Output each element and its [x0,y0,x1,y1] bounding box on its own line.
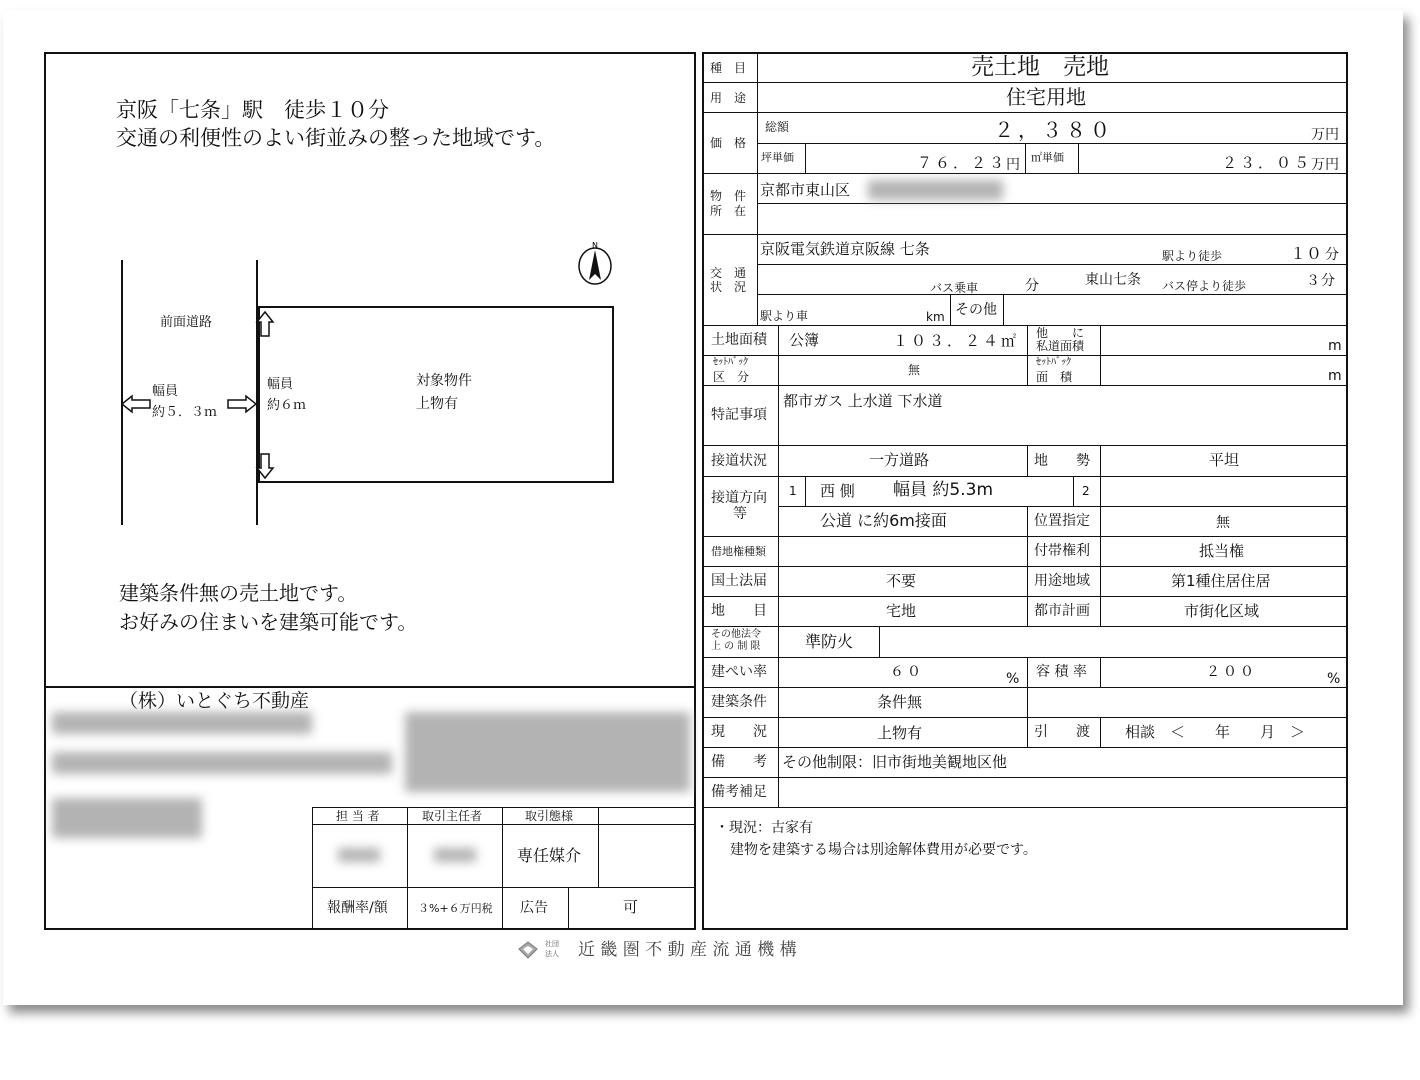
coverage-value: ６０ [890,664,924,680]
total-label: 総額 [765,120,790,134]
utilities-value: 都市ガス 上水道 下水道 [783,392,943,410]
direction-1-number: 1 [789,484,797,498]
fee-value: ３%+６万円税 [418,902,493,915]
other-law-label-a: その他法令 [711,629,761,640]
width-arrow-right-icon [228,396,256,412]
redacted-address [868,180,1003,200]
fee-label: 報酬率/額 [327,900,388,916]
terrain-label: 地 勢 [1034,453,1090,469]
floor-ratio-label: 容 積 率 [1036,664,1087,680]
use-label: 用 途 [710,91,747,105]
north-arrow-icon [575,238,617,288]
property-label: 対象物件 [416,373,472,389]
remarks-label: 特記事項 [711,407,767,423]
coverage-label: 建ぺい率 [711,664,767,680]
sqm-label: ㎡単価 [1031,151,1064,164]
road-direction-label-b: 等 [733,506,747,522]
access-label-b: 状 況 [710,280,747,294]
bus-walk-label: バス停より徒歩 [1162,279,1247,293]
coverage-unit: % [1006,671,1020,687]
frontage-arrow-up-icon [257,312,273,336]
land-act-value: 不要 [886,572,917,590]
frontage-width-label: 幅員 [267,377,294,392]
road-access-value: 一方道路 [869,451,930,469]
station-walk-min: １０ [1290,244,1323,263]
other-access-label: その他 [955,302,997,318]
bus-walk-min: ３ [1306,273,1320,289]
location-label-a: 物 件 [710,189,747,203]
bus-stop-name: 東山七条 [1085,272,1141,288]
total-unit: 万円 [1311,127,1339,143]
setback-type-label-a: ｾｯﾄﾊﾞｯｸ [713,357,748,368]
other-law-value: 準防火 [805,632,854,651]
location-value: 京都市東山区 [760,181,851,199]
ad-value: 可 [623,898,639,916]
location-label-b: 所 在 [710,204,747,218]
land-area-label: 土地面積 [711,332,767,348]
tsubo-price: ７６．２３ [917,154,1008,172]
association-badge-a: 社団 [545,940,559,948]
north-letter: N [592,241,598,250]
road-direction-label-a: 接道方向 [711,490,767,506]
remark-line-2: 建物を建築する場合は別途解体費用が必要です。 [730,842,1037,858]
build-condition-value: 条件無 [877,693,923,711]
station-walk-unit: 分 [1325,247,1339,263]
redacted-company-info [52,712,312,734]
bus-walk-unit: 分 [1321,273,1335,289]
association-name: 近 畿 圏 不 動 産 流 通 機 構 [578,940,797,960]
staff-header-taiyo: 取引態様 [525,809,574,823]
redacted-manager-name [434,848,476,862]
tsubo-unit: 円 [1006,157,1020,173]
other-law-label-b: 上 の 制 限 [711,641,761,652]
railway-line: 京阪電気鉄道京阪線 七条 [760,240,930,258]
setback-area-unit: m [1328,368,1342,384]
note-no-condition: 建築条件無の売土地です。 [119,581,358,605]
road-width-value: 約５．３ｍ [152,405,218,420]
direction-2-number: 2 [1082,484,1090,498]
setback-type-value: 無 [908,363,921,377]
designated-road-value: 無 [1216,515,1230,531]
notes-label: 備 考 [711,754,767,770]
sqm-price: ２３．０５ [1222,154,1313,172]
redacted-company-info-4 [52,798,202,838]
bus-ride-unit: 分 [1025,278,1039,294]
staff-header-torihiki: 取引主任者 [422,809,483,823]
terrain-value: 平坦 [1209,451,1240,469]
redacted-staff-name [338,848,380,862]
association-badge-b: 法人 [545,950,559,958]
headline-area: 交通の利便性のよい街並みの整った地域です。 [116,126,556,150]
zoning-label: 用途地域 [1034,573,1090,589]
land-area-value: １０３．２４㎡ [893,332,1020,350]
type-label: 種 目 [710,61,747,75]
attached-rights-label: 付帯権利 [1034,543,1090,559]
notes-value: その他制限：旧市街地美観地区他 [782,753,1008,771]
direction-1-side: 西 側 [820,482,855,500]
sqm-unit: 万円 [1311,157,1339,173]
map-arrows [110,240,630,490]
current-status-label: 現 況 [711,724,767,740]
access-label-a: 交 通 [710,266,747,280]
setback-area-label-b: 面 積 [1036,370,1073,384]
setback-area-label-a: ｾｯﾄﾊﾞｯｸ [1036,357,1071,368]
ad-label: 広告 [520,900,548,916]
leasehold-label: 借地権種類 [711,545,766,558]
width-arrow-left-icon [122,396,150,412]
left-divider [45,686,695,688]
floor-ratio-value: ２００ [1206,664,1257,680]
current-status-value: 上物有 [877,724,923,742]
land-category-label: 地 目 [711,603,767,619]
delivery-label: 引 渡 [1034,724,1090,740]
bus-ride-label: バス乗車 [930,281,979,295]
road-access-label: 接道状況 [711,453,767,469]
private-road-unit: m [1328,338,1342,354]
frontage-width-value: 約６ｍ [267,398,307,413]
association-logo-icon [517,940,539,960]
build-condition-label: 建築条件 [711,694,767,710]
road-width-label: 幅員 [152,384,179,399]
registry-label: 公簿 [789,331,820,349]
total-price: ２，３８０ [994,118,1114,142]
zoning-value: 第1種住居住居 [1171,572,1271,590]
staff-header-tanto: 担 当 者 [336,809,380,823]
delivery-value: 相談 ＜ 年 月 ＞ [1125,723,1306,741]
transaction-type: 専任媒介 [517,846,582,865]
frontage-value: 公道 に約6m接面 [820,511,947,530]
designated-road-label: 位置指定 [1034,513,1090,529]
redacted-company-info-3 [405,712,690,792]
headline-station: 京阪「七条」駅 徒歩１０分 [116,98,389,122]
private-road-label-a: 他 に [1036,326,1085,340]
front-road-label: 前面道路 [160,315,213,330]
station-car-unit: km [926,310,945,324]
type-value: 売土地 売地 [971,54,1109,80]
station-walk-label: 駅より徒歩 [1162,249,1223,263]
setback-type-label-b: 区 分 [713,370,750,384]
tsubo-label: 坪単価 [761,151,794,164]
station-car-label: 駅より車 [760,309,809,323]
company-name: （株）いとぐち不動産 [119,690,310,712]
land-category-value: 宅地 [886,602,917,620]
city-planning-label: 都市計画 [1034,603,1090,619]
use-value: 住宅用地 [1006,85,1086,109]
remark-line-1: ・現況：古家有 [715,820,813,836]
notes-supplement-label: 備考補足 [711,784,767,800]
land-act-label: 国土法届 [711,573,767,589]
redacted-company-info-2 [52,752,392,774]
frontage-arrow-down-icon [257,454,273,478]
price-label: 価 格 [710,136,747,150]
note-build-free: お好みの住まいを建築可能です。 [119,610,418,634]
floor-ratio-unit: % [1327,671,1341,687]
private-road-label-b: 私道面積 [1036,339,1085,353]
city-planning-value: 市街化区域 [1184,602,1260,620]
attached-rights-value: 抵当権 [1199,542,1245,560]
direction-1-width: 幅員 約5.3m [893,480,993,500]
property-building: 上物有 [416,396,458,412]
